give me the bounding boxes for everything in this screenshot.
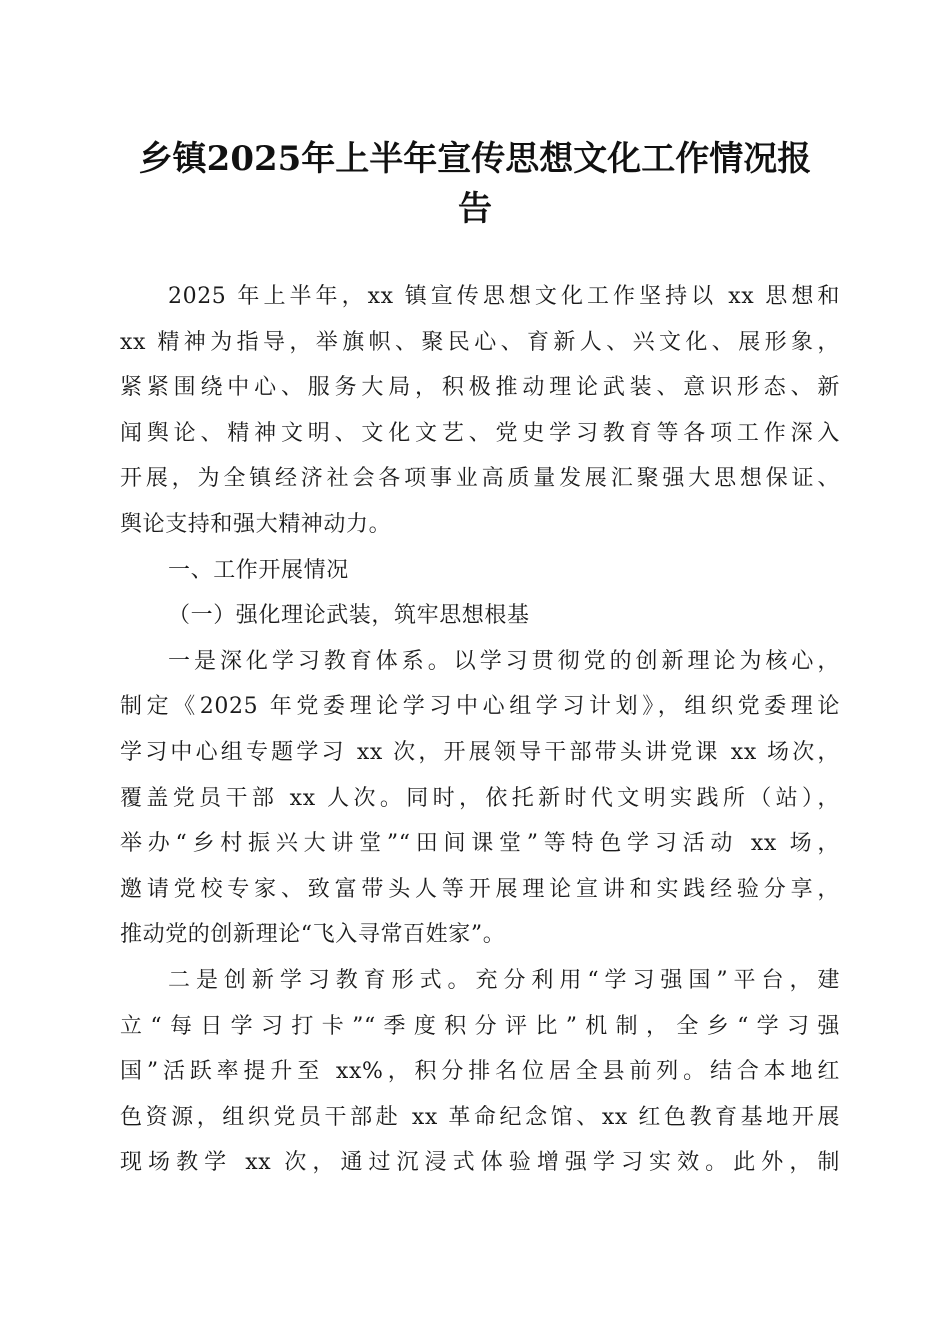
line-text: 现场教学 xx 次，通过沉浸式体验增强学习实效。此外，制 (120, 1150, 840, 1176)
body-text-line (120, 1095, 840, 1141)
body-text-line (120, 365, 840, 411)
subsection-heading-1 (120, 593, 840, 639)
line-text: 紧紧围绕中心、服务大局，积极推动理论武装、意识形态、新 (120, 375, 840, 401)
line-text: 色资源，组织党员干部赴 xx 革命纪念馆、xx 红色教育基地开展 (120, 1104, 840, 1130)
document-body (120, 274, 840, 1186)
line-text: 推动党的创新理论“飞入寻常百姓家”。 (120, 922, 506, 948)
body-text-line (120, 320, 840, 366)
body-text-line (120, 411, 840, 457)
line-text: 举办“乡村振兴大讲堂”“田间课堂”等特色学习活动 xx 场， (120, 831, 840, 857)
line-text: （一）强化理论武装，筑牢思想根基 (168, 603, 530, 629)
line-text: 邀请党校专家、致富带头人等开展理论宣讲和实践经验分享， (120, 876, 840, 902)
line-text: 制定《2025 年党委理论学习中心组学习计划》，组织党委理论 (120, 694, 840, 720)
body-text-line (120, 684, 840, 730)
line-text: 立“每日学习打卡”“季度积分评比”机制，全乡“学习强 (120, 1013, 840, 1039)
body-text-line (120, 639, 840, 685)
line-text: 国”活跃率提升至 xx%，积分排名位居全县前列。结合本地红 (120, 1059, 840, 1085)
document-title (100, 134, 850, 234)
body-text-line (120, 456, 840, 502)
line-text: 开展，为全镇经济社会各项事业高质量发展汇聚强大思想保证、 (120, 466, 840, 492)
line-text: 一、工作开展情况 (168, 557, 349, 583)
body-text-line (120, 958, 840, 1004)
line-text: 闻舆论、精神文明、文化文艺、党史学习教育等各项工作深入 (120, 420, 840, 446)
body-text-line (120, 274, 840, 320)
line-text: 舆论支持和强大精神动力。 (120, 511, 392, 537)
line-text: 二是创新学习教育形式。充分利用“学习强国”平台，建 (168, 967, 840, 993)
title-line-1: 乡镇2025年上半年宣传思想文化工作情况报 (138, 139, 812, 179)
line-text: 一是深化学习教育体系。以学习贯彻党的创新理论为核心， (168, 648, 840, 674)
section-heading-1 (120, 548, 840, 594)
body-text-line (120, 502, 840, 548)
line-text: xx 精神为指导，举旗帜、聚民心、育新人、兴文化、展形象， (120, 329, 840, 355)
line-text: 学习中心组专题学习 xx 次，开展领导干部带头讲党课 xx 场次， (120, 739, 840, 765)
body-text-line (120, 776, 840, 822)
body-text-line (120, 821, 840, 867)
title-line-2: 告 (458, 189, 492, 229)
body-text-line (120, 1004, 840, 1050)
body-text-line (120, 730, 840, 776)
body-text-line (120, 1140, 840, 1186)
body-text-line (120, 1049, 840, 1095)
body-text-line (120, 912, 840, 958)
body-text-line (120, 867, 840, 913)
line-text: 2025 年上半年，xx 镇宣传思想文化工作坚持以 xx 思想和 (168, 284, 840, 309)
line-text: 覆盖党员干部 xx 人次。同时，依托新时代文明实践所（站）， (120, 785, 840, 811)
